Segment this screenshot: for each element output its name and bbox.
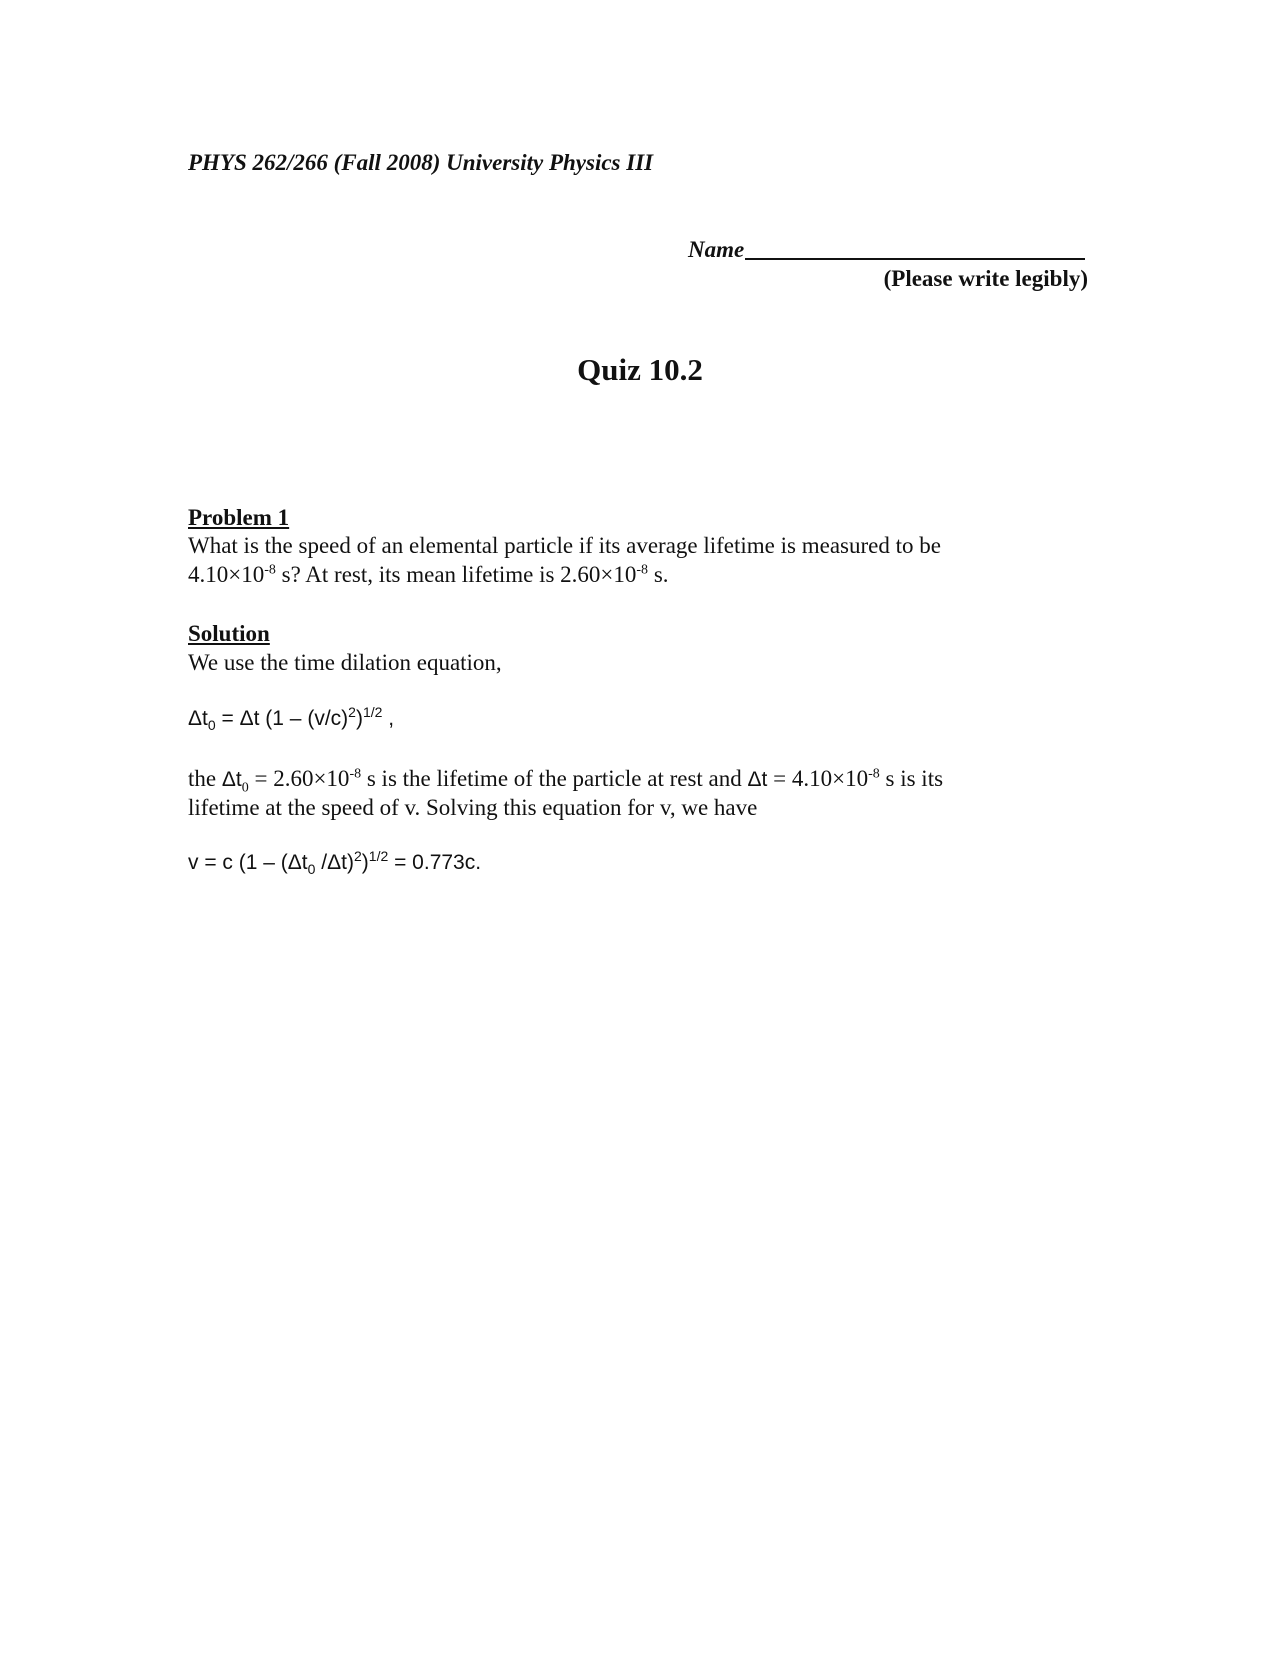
eq2-close: ) <box>361 851 369 874</box>
course-header: PHYS 262/266 (Fall 2008) University Physics III <box>188 150 654 175</box>
explain-exponent-2: -8 <box>868 766 880 782</box>
explain-dt: Δt <box>747 768 768 791</box>
name-blank-line <box>745 236 1085 260</box>
eq2-b: /Δt) <box>315 851 354 874</box>
eq2-sub: 0 <box>307 861 316 878</box>
explanation-line-1 <box>188 766 944 796</box>
explain-dt0-sub: 0 <box>241 780 249 796</box>
time-dilation-equation <box>188 704 395 734</box>
eq1-exponent: 1/2 <box>362 704 383 720</box>
eq1-mid: = Δt (1 – (v/c) <box>215 707 349 730</box>
explain-text-c: s is the lifetime of the particle at rest and <box>361 766 748 791</box>
eq2-exponent: 1/2 <box>368 848 389 864</box>
solution-heading: Solution <box>188 621 270 646</box>
eq1-square: 2 <box>348 704 356 720</box>
problem-exponent-2: -8 <box>636 562 649 578</box>
explain-text-d: = 4.10×10 <box>767 766 869 791</box>
eq1-lhs: Δt <box>188 707 208 730</box>
problem-text-2: s? At rest, its mean lifetime is 2.60×10 <box>275 562 637 587</box>
quiz-title: Quiz 10.2 <box>577 352 703 387</box>
explain-text-e: s is its <box>879 766 944 791</box>
velocity-equation <box>188 848 482 878</box>
problem-value-1: 4.10×10 <box>188 562 265 587</box>
eq2-square: 2 <box>353 848 362 864</box>
explain-text-a: the <box>188 766 222 791</box>
name-label: Name <box>688 237 745 262</box>
problem-text-3: s. <box>648 562 669 587</box>
name-field <box>688 236 1085 263</box>
eq2-result: = 0.773c. <box>388 851 482 874</box>
eq2-a: v = c (1 – (Δt <box>188 851 308 874</box>
legibly-note: (Please write legibly) <box>883 266 1088 291</box>
explain-text-b: = 2.60×10 <box>248 766 350 791</box>
eq1-close: ) <box>355 707 363 730</box>
problem-line-1: What is the speed of an elemental particle if its average lifetime is measured to be <box>188 533 941 558</box>
explanation-line-2: lifetime at the speed of v. Solving this equation for v, we have <box>188 795 758 820</box>
problem-heading: Problem 1 <box>188 505 290 530</box>
problem-line-2 <box>188 562 669 588</box>
explain-exponent-1: -8 <box>349 766 362 782</box>
eq1-tail: , <box>382 707 395 730</box>
explain-dt0: Δt <box>221 768 242 791</box>
problem-exponent-1: -8 <box>264 562 276 578</box>
solution-intro: We use the time dilation equation, <box>188 650 502 675</box>
eq1-lhs-sub: 0 <box>207 717 216 734</box>
